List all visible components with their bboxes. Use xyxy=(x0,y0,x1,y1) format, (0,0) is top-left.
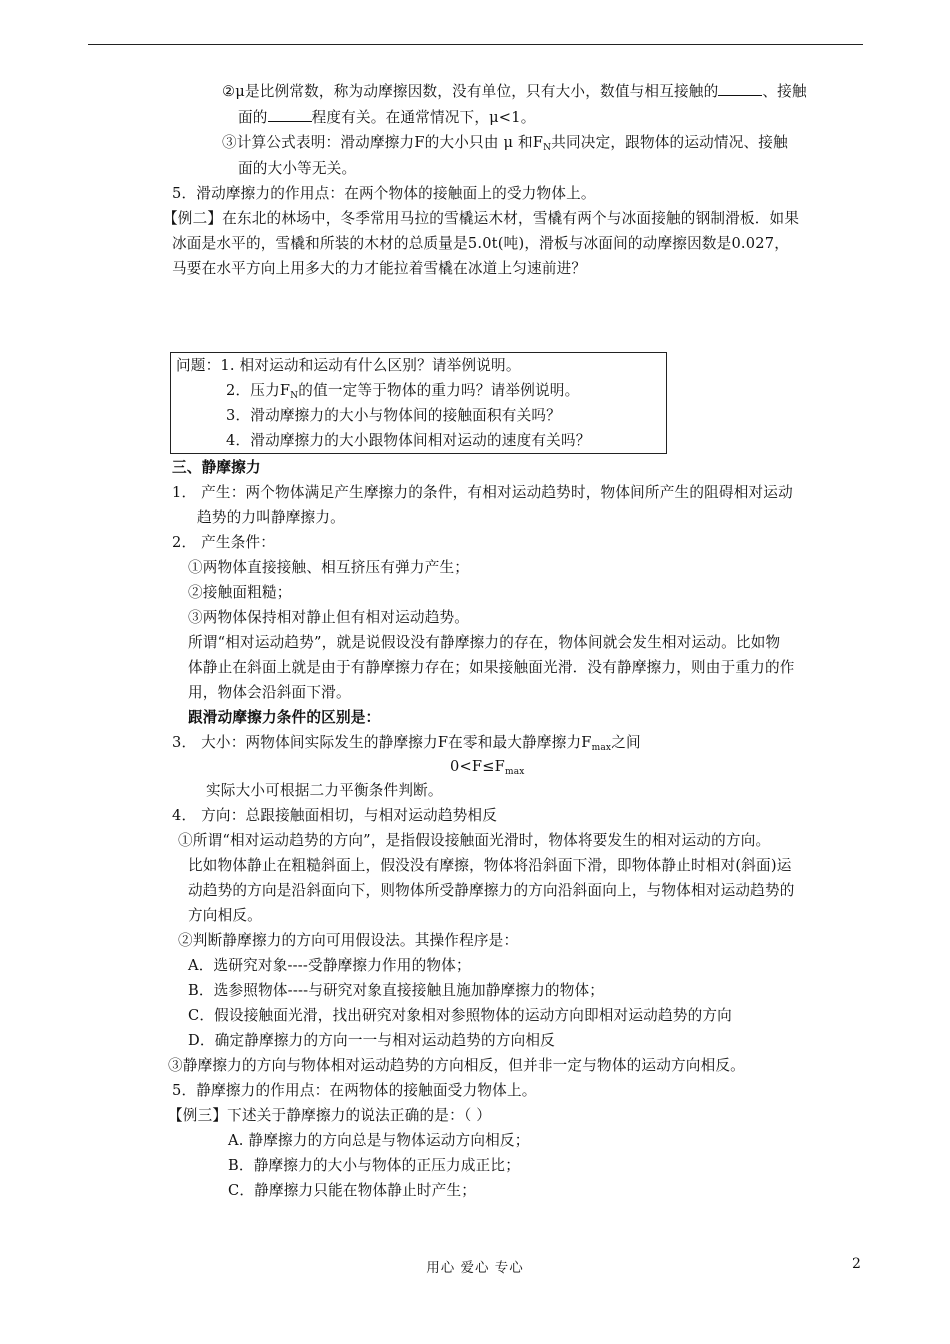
text-line: 面的大小等无关。 xyxy=(238,160,357,177)
text-line: ②接触面粗糙； xyxy=(188,584,292,601)
step-line: B．选参照物体----与研究对象直接接触且施加静摩擦力的物体； xyxy=(188,982,605,999)
example-2-line: 【例二】在东北的林场中，冬季常用马拉的雪橇运木材，雪橇有两个与冰面接触的钢制滑板．如果 xyxy=(163,210,800,227)
text-line: 4． 方向：总跟接触面相切，与相对运动趋势相反 xyxy=(172,807,497,824)
text-line xyxy=(172,734,641,754)
example-2-line: 冰面是水平的，雪橇和所装的木材的总质量是5.0t(吨)，滑板与冰面间的动摩擦因数是0.027， xyxy=(172,235,790,252)
text-line: ①两物体直接接触、相互挤压有弹力产生； xyxy=(188,559,470,576)
footer-text: 用心 爱心 专心 xyxy=(426,1260,524,1276)
text-line: ②判断静摩擦力的方向可用假设法。其操作程序是： xyxy=(178,932,519,949)
text-line: 趋势的力叫静摩擦力。 xyxy=(197,509,345,526)
text-line: 5．静摩擦力的作用点：在两物体的接触面受力物体上。 xyxy=(172,1082,537,1099)
text-run: 3． 大小：两物体间实际发生的静摩擦力F在零和最大静摩擦力F xyxy=(172,734,592,751)
subscript: N xyxy=(543,143,552,153)
option-line: B．静摩擦力的大小与物体的正压力成正比； xyxy=(228,1157,521,1174)
question-line xyxy=(226,382,579,402)
text-line: 体静止在斜面上就是由于有静摩擦力存在；如果接触面光滑．没有静摩擦力，则由于重力的作 xyxy=(188,659,795,676)
text-line: 5．滑动摩擦力的作用点：在两个物体的接触面上的受力物体上。 xyxy=(172,185,596,202)
header-rule xyxy=(88,44,863,45)
text-run: 的值一定等于物体的重力吗？请举例说明。 xyxy=(298,382,580,399)
step-line: D．确定静摩擦力的方向一一与相对运动趋势的方向相反 xyxy=(188,1032,555,1049)
subscript: max xyxy=(591,743,612,753)
text-run: 、接触 xyxy=(762,83,807,100)
question-line: 问题：1. 相对运动和运动有什么区别？请举例说明。 xyxy=(176,357,521,374)
step-line: A．选研究对象----受静摩擦力作用的物体； xyxy=(188,957,471,974)
text-run: 程度有关。在通常情况下，μ<1。 xyxy=(311,109,536,126)
section-heading: 三、静摩擦力 xyxy=(172,459,261,476)
text-run: 共同决定，跟物体的运动情况、接触 xyxy=(551,134,788,151)
text-run: 之间 xyxy=(611,734,641,751)
subscript: max xyxy=(505,767,525,777)
text-line: 用，物体会沿斜面下滑。 xyxy=(188,684,351,701)
text-line xyxy=(222,82,807,101)
question-line: 4．滑动摩擦力的大小跟物体间相对运动的速度有关吗？ xyxy=(226,432,591,449)
text-line: 方向相反。 xyxy=(188,907,262,924)
text-run: 0<F≤F xyxy=(450,758,505,775)
question-line: 3．滑动摩擦力的大小与物体间的接触面积有关吗？ xyxy=(226,407,561,424)
text-line: 动趋势的方向是沿斜面向下，则物体所受静摩擦力的方向沿斜面向上，与物体相对运动趋势的 xyxy=(188,882,795,899)
text-line: ③静摩擦力的方向与物体相对运动趋势的方向相反，但并非一定与物体的运动方向相反。 xyxy=(168,1057,745,1074)
text-run: ②μ是比例常数，称为动摩擦因数，没有单位，只有大小，数值与相互接触的 xyxy=(222,83,719,100)
formula xyxy=(450,758,525,778)
text-line: ①所谓“相对运动趋势的方向”，是指假设接触面光滑时，物体将要发生的相对运动的方向。 xyxy=(178,832,771,849)
example-2-line: 马要在水平方向上用多大的力才能拉着雪橇在冰道上匀速前进？ xyxy=(172,260,587,277)
example-3-line: 【例三】下述关于静摩擦力的说法正确的是：（ ） xyxy=(168,1107,492,1124)
option-line: C．静摩擦力只能在物体静止时产生； xyxy=(228,1182,477,1199)
page-number: 2 xyxy=(852,1256,861,1272)
text-line xyxy=(222,134,788,154)
option-line: A. 静摩擦力的方向总是与物体运动方向相反； xyxy=(228,1132,530,1149)
text-line: ③两物体保持相对静止但有相对运动趋势。 xyxy=(188,609,470,626)
text-line: 比如物体静止在粗糙斜面上，假没没有摩擦，物体将沿斜面下滑，即物体静止时相对(斜面)运 xyxy=(188,857,792,874)
text-run: ③计算公式表明：滑动摩擦力F的大小只由 μ 和F xyxy=(222,134,544,151)
text-line: 2． 产生条件： xyxy=(172,534,276,551)
fill-blank xyxy=(718,82,762,96)
subscript: N xyxy=(290,391,299,401)
step-line: C．假设接触面光滑，找出研究对象相对参照物体的运动方向即相对运动趋势的方向 xyxy=(188,1007,732,1024)
fill-blank xyxy=(268,108,312,122)
text-line: 实际大小可根据二力平衡条件判断。 xyxy=(206,782,443,799)
text-line: 1． 产生：两个物体满足产生摩擦力的条件，有相对运动趋势时，物体间所产生的阻碍相对运动 xyxy=(172,484,793,501)
text-run: 2．压力F xyxy=(226,382,291,399)
text-line: 所谓“相对运动趋势”，就是说假设没有静摩擦力的存在，物体间就会发生相对运动。比如物 xyxy=(188,634,781,651)
subheading: 跟滑动摩擦力条件的区别是： xyxy=(188,709,381,726)
text-line xyxy=(238,108,536,127)
text-run: 面的 xyxy=(238,109,268,126)
